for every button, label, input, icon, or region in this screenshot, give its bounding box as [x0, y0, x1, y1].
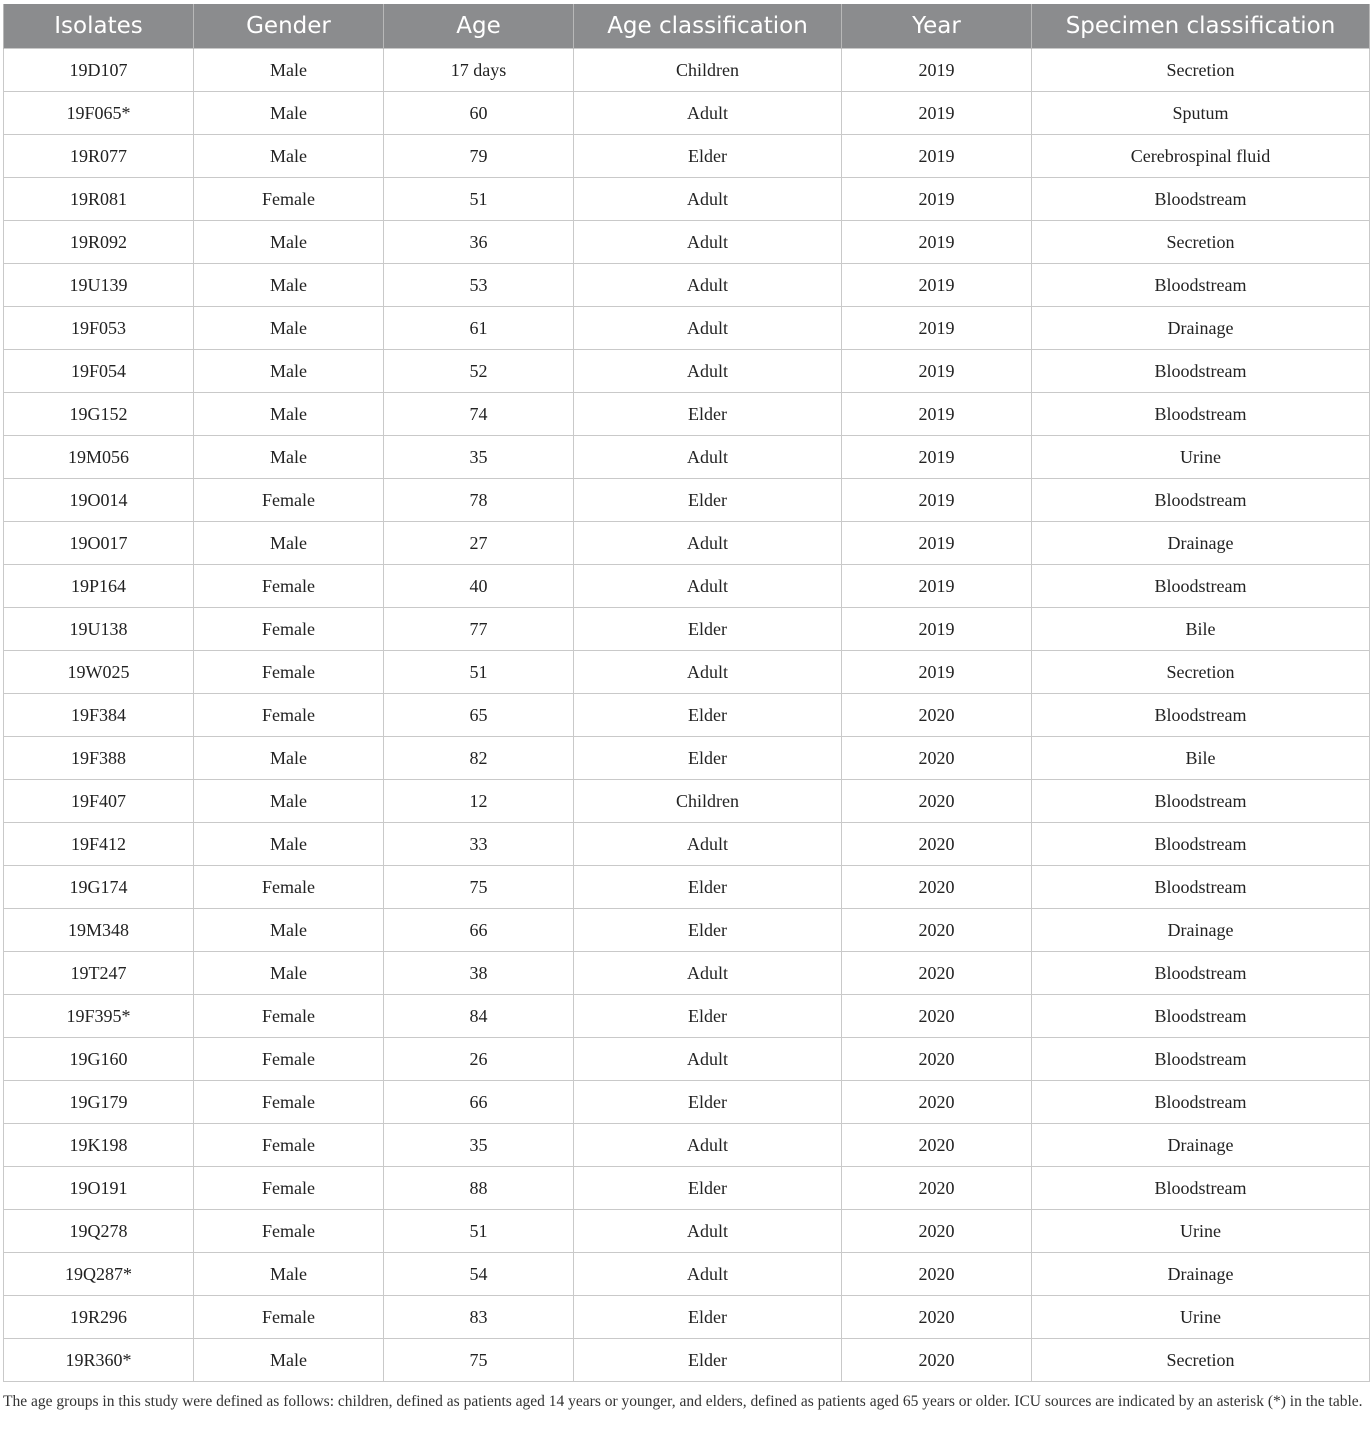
isolates-table: [3, 4, 1370, 1382]
cell-gender: Male: [194, 1339, 384, 1382]
table-row: [4, 1253, 1370, 1296]
cell-year: 2019: [842, 264, 1032, 307]
cell-age: 53: [384, 264, 574, 307]
cell-year: 2019: [842, 307, 1032, 350]
cell-gender: Female: [194, 866, 384, 909]
cell-age: 65: [384, 694, 574, 737]
cell-year: 2020: [842, 952, 1032, 995]
cell-year: 2020: [842, 866, 1032, 909]
cell-isolate: 19G179: [4, 1081, 194, 1124]
cell-year: 2020: [842, 823, 1032, 866]
cell-specimen: Drainage: [1032, 307, 1370, 350]
table-row: [4, 264, 1370, 307]
cell-gender: Female: [194, 1038, 384, 1081]
cell-year: 2019: [842, 436, 1032, 479]
cell-age: 79: [384, 135, 574, 178]
cell-isolate: 19F053: [4, 307, 194, 350]
cell-isolate: 19R296: [4, 1296, 194, 1339]
cell-age: 84: [384, 995, 574, 1038]
cell-specimen: Bloodstream: [1032, 1038, 1370, 1081]
cell-isolate: 19R081: [4, 178, 194, 221]
table-row: [4, 221, 1370, 264]
cell-specimen: Bloodstream: [1032, 1081, 1370, 1124]
cell-isolate: 19O191: [4, 1167, 194, 1210]
cell-age-classification: Elder: [574, 393, 842, 436]
cell-age-classification: Adult: [574, 350, 842, 393]
cell-age-classification: Children: [574, 49, 842, 92]
cell-gender: Male: [194, 307, 384, 350]
table-row: [4, 737, 1370, 780]
cell-age: 51: [384, 651, 574, 694]
cell-age: 33: [384, 823, 574, 866]
table-row: [4, 565, 1370, 608]
cell-year: 2020: [842, 909, 1032, 952]
cell-specimen: Bile: [1032, 737, 1370, 780]
table-footnote: The age groups in this study were defined as follows: children, defined as patients aged 14 years or younger, and elders, defined as patients aged 65 years or older. ICU sources are indicated by an asterisk (*) in the table.: [3, 1393, 1363, 1410]
cell-age-classification: Children: [574, 780, 842, 823]
cell-age-classification: Elder: [574, 737, 842, 780]
cell-specimen: Bloodstream: [1032, 393, 1370, 436]
cell-age: 40: [384, 565, 574, 608]
cell-year: 2019: [842, 178, 1032, 221]
cell-gender: Male: [194, 49, 384, 92]
cell-age-classification: Adult: [574, 436, 842, 479]
table-row: [4, 92, 1370, 135]
table-row: [4, 393, 1370, 436]
table-row: [4, 307, 1370, 350]
cell-specimen: Bloodstream: [1032, 995, 1370, 1038]
cell-gender: Male: [194, 135, 384, 178]
cell-specimen: Urine: [1032, 436, 1370, 479]
table-row: [4, 694, 1370, 737]
cell-gender: Male: [194, 952, 384, 995]
cell-gender: Male: [194, 221, 384, 264]
cell-year: 2020: [842, 1253, 1032, 1296]
cell-age: 35: [384, 436, 574, 479]
table-row: [4, 651, 1370, 694]
cell-gender: Female: [194, 1210, 384, 1253]
header-row: [4, 4, 1370, 49]
table-row: [4, 1038, 1370, 1081]
table-row: [4, 178, 1370, 221]
cell-gender: Male: [194, 264, 384, 307]
header-year: Year: [842, 4, 1032, 49]
cell-gender: Female: [194, 694, 384, 737]
table-row: [4, 1296, 1370, 1339]
cell-gender: Male: [194, 737, 384, 780]
cell-age-classification: Elder: [574, 694, 842, 737]
cell-year: 2020: [842, 1296, 1032, 1339]
cell-year: 2019: [842, 135, 1032, 178]
cell-isolate: 19F388: [4, 737, 194, 780]
cell-specimen: Bloodstream: [1032, 952, 1370, 995]
cell-specimen: Bloodstream: [1032, 264, 1370, 307]
cell-year: 2020: [842, 995, 1032, 1038]
cell-gender: Male: [194, 1253, 384, 1296]
cell-isolate: 19U139: [4, 264, 194, 307]
cell-age: 74: [384, 393, 574, 436]
cell-year: 2019: [842, 393, 1032, 436]
cell-specimen: Secretion: [1032, 221, 1370, 264]
cell-gender: Female: [194, 995, 384, 1038]
table-row: [4, 866, 1370, 909]
cell-year: 2020: [842, 1081, 1032, 1124]
cell-year: 2019: [842, 49, 1032, 92]
table-row: [4, 1124, 1370, 1167]
cell-specimen: Bloodstream: [1032, 479, 1370, 522]
header-isolates: Isolates: [4, 4, 194, 49]
table-row: [4, 1339, 1370, 1382]
table-row: [4, 436, 1370, 479]
cell-isolate: 19Q287*: [4, 1253, 194, 1296]
cell-year: 2019: [842, 92, 1032, 135]
cell-specimen: Bloodstream: [1032, 178, 1370, 221]
cell-age: 77: [384, 608, 574, 651]
table-row: [4, 49, 1370, 92]
cell-age-classification: Adult: [574, 221, 842, 264]
cell-age-classification: Adult: [574, 565, 842, 608]
cell-isolate: 19F384: [4, 694, 194, 737]
cell-gender: Male: [194, 823, 384, 866]
table-row: [4, 1081, 1370, 1124]
cell-isolate: 19Q278: [4, 1210, 194, 1253]
cell-year: 2020: [842, 1210, 1032, 1253]
cell-gender: Male: [194, 92, 384, 135]
cell-age: 78: [384, 479, 574, 522]
table-row: [4, 1167, 1370, 1210]
cell-age-classification: Elder: [574, 1081, 842, 1124]
cell-isolate: 19M348: [4, 909, 194, 952]
cell-specimen: Bloodstream: [1032, 350, 1370, 393]
cell-isolate: 19K198: [4, 1124, 194, 1167]
table-body: [4, 49, 1370, 1382]
cell-gender: Female: [194, 608, 384, 651]
table-row: [4, 522, 1370, 565]
cell-age-classification: Adult: [574, 307, 842, 350]
table-row: [4, 952, 1370, 995]
cell-age-classification: Adult: [574, 651, 842, 694]
cell-age-classification: Elder: [574, 135, 842, 178]
cell-age-classification: Adult: [574, 1038, 842, 1081]
cell-specimen: Drainage: [1032, 522, 1370, 565]
cell-age-classification: Elder: [574, 866, 842, 909]
cell-gender: Male: [194, 436, 384, 479]
cell-isolate: 19P164: [4, 565, 194, 608]
cell-isolate: 19F407: [4, 780, 194, 823]
table-row: [4, 479, 1370, 522]
cell-isolate: 19U138: [4, 608, 194, 651]
cell-age-classification: Adult: [574, 522, 842, 565]
cell-isolate: 19O017: [4, 522, 194, 565]
cell-isolate: 19O014: [4, 479, 194, 522]
cell-isolate: 19F065*: [4, 92, 194, 135]
cell-isolate: 19R077: [4, 135, 194, 178]
cell-age-classification: Elder: [574, 608, 842, 651]
cell-specimen: Bloodstream: [1032, 1167, 1370, 1210]
cell-specimen: Secretion: [1032, 49, 1370, 92]
cell-age: 61: [384, 307, 574, 350]
cell-specimen: Drainage: [1032, 1253, 1370, 1296]
cell-specimen: Bloodstream: [1032, 866, 1370, 909]
table-row: [4, 135, 1370, 178]
cell-year: 2020: [842, 1124, 1032, 1167]
cell-gender: Male: [194, 393, 384, 436]
cell-age: 27: [384, 522, 574, 565]
cell-age: 60: [384, 92, 574, 135]
cell-gender: Female: [194, 1296, 384, 1339]
cell-year: 2020: [842, 694, 1032, 737]
cell-age: 12: [384, 780, 574, 823]
cell-isolate: 19D107: [4, 49, 194, 92]
cell-age: 66: [384, 909, 574, 952]
cell-isolate: 19F395*: [4, 995, 194, 1038]
cell-year: 2020: [842, 1038, 1032, 1081]
header-gender: Gender: [194, 4, 384, 49]
cell-gender: Male: [194, 522, 384, 565]
cell-year: 2019: [842, 522, 1032, 565]
cell-isolate: 19R360*: [4, 1339, 194, 1382]
cell-specimen: Bloodstream: [1032, 565, 1370, 608]
cell-age-classification: Adult: [574, 178, 842, 221]
cell-age-classification: Adult: [574, 1253, 842, 1296]
table-row: [4, 780, 1370, 823]
cell-isolate: 19G160: [4, 1038, 194, 1081]
cell-age: 54: [384, 1253, 574, 1296]
cell-age-classification: Adult: [574, 264, 842, 307]
cell-age: 17 days: [384, 49, 574, 92]
cell-gender: Male: [194, 780, 384, 823]
table-header: [4, 4, 1370, 49]
cell-specimen: Bloodstream: [1032, 823, 1370, 866]
cell-year: 2019: [842, 608, 1032, 651]
cell-gender: Female: [194, 651, 384, 694]
cell-age: 38: [384, 952, 574, 995]
cell-age: 82: [384, 737, 574, 780]
cell-year: 2019: [842, 221, 1032, 264]
cell-specimen: Drainage: [1032, 1124, 1370, 1167]
cell-year: 2019: [842, 651, 1032, 694]
header-specimen-classification: Specimen classification: [1032, 4, 1370, 49]
cell-year: 2020: [842, 1167, 1032, 1210]
cell-age: 51: [384, 1210, 574, 1253]
table-row: [4, 823, 1370, 866]
cell-specimen: Cerebrospinal fluid: [1032, 135, 1370, 178]
cell-age: 66: [384, 1081, 574, 1124]
table-row: [4, 1210, 1370, 1253]
cell-year: 2019: [842, 565, 1032, 608]
table-row: [4, 995, 1370, 1038]
cell-gender: Female: [194, 479, 384, 522]
cell-age-classification: Elder: [574, 479, 842, 522]
cell-gender: Female: [194, 1124, 384, 1167]
cell-specimen: Bloodstream: [1032, 694, 1370, 737]
cell-isolate: 19F054: [4, 350, 194, 393]
cell-gender: Female: [194, 565, 384, 608]
cell-age-classification: Adult: [574, 1210, 842, 1253]
cell-isolate: 19T247: [4, 952, 194, 995]
cell-age: 83: [384, 1296, 574, 1339]
cell-specimen: Secretion: [1032, 1339, 1370, 1382]
cell-isolate: 19M056: [4, 436, 194, 479]
cell-year: 2020: [842, 1339, 1032, 1382]
cell-age-classification: Adult: [574, 823, 842, 866]
cell-specimen: Bloodstream: [1032, 780, 1370, 823]
cell-specimen: Urine: [1032, 1296, 1370, 1339]
cell-isolate: 19W025: [4, 651, 194, 694]
cell-isolate: 19F412: [4, 823, 194, 866]
cell-age-classification: Elder: [574, 1339, 842, 1382]
cell-gender: Male: [194, 909, 384, 952]
cell-age: 75: [384, 866, 574, 909]
cell-age-classification: Adult: [574, 1124, 842, 1167]
cell-year: 2019: [842, 350, 1032, 393]
cell-specimen: Drainage: [1032, 909, 1370, 952]
cell-year: 2019: [842, 479, 1032, 522]
cell-isolate: 19R092: [4, 221, 194, 264]
cell-gender: Female: [194, 1167, 384, 1210]
cell-age-classification: Elder: [574, 1167, 842, 1210]
header-age-classification: Age classification: [574, 4, 842, 49]
cell-age: 51: [384, 178, 574, 221]
cell-isolate: 19G174: [4, 866, 194, 909]
header-age: Age: [384, 4, 574, 49]
table-row: [4, 608, 1370, 651]
cell-age: 26: [384, 1038, 574, 1081]
cell-isolate: 19G152: [4, 393, 194, 436]
cell-age: 36: [384, 221, 574, 264]
cell-age: 75: [384, 1339, 574, 1382]
table-row: [4, 350, 1370, 393]
cell-gender: Female: [194, 1081, 384, 1124]
cell-age-classification: Adult: [574, 92, 842, 135]
cell-age: 52: [384, 350, 574, 393]
cell-specimen: Urine: [1032, 1210, 1370, 1253]
cell-specimen: Sputum: [1032, 92, 1370, 135]
cell-year: 2020: [842, 737, 1032, 780]
cell-gender: Female: [194, 178, 384, 221]
cell-year: 2020: [842, 780, 1032, 823]
table-row: [4, 909, 1370, 952]
cell-age: 88: [384, 1167, 574, 1210]
cell-age-classification: Elder: [574, 1296, 842, 1339]
cell-age-classification: Elder: [574, 995, 842, 1038]
cell-age: 35: [384, 1124, 574, 1167]
cell-specimen: Bile: [1032, 608, 1370, 651]
data-table-container: [3, 4, 1369, 1382]
cell-age-classification: Adult: [574, 952, 842, 995]
cell-specimen: Secretion: [1032, 651, 1370, 694]
cell-age-classification: Elder: [574, 909, 842, 952]
cell-gender: Male: [194, 350, 384, 393]
